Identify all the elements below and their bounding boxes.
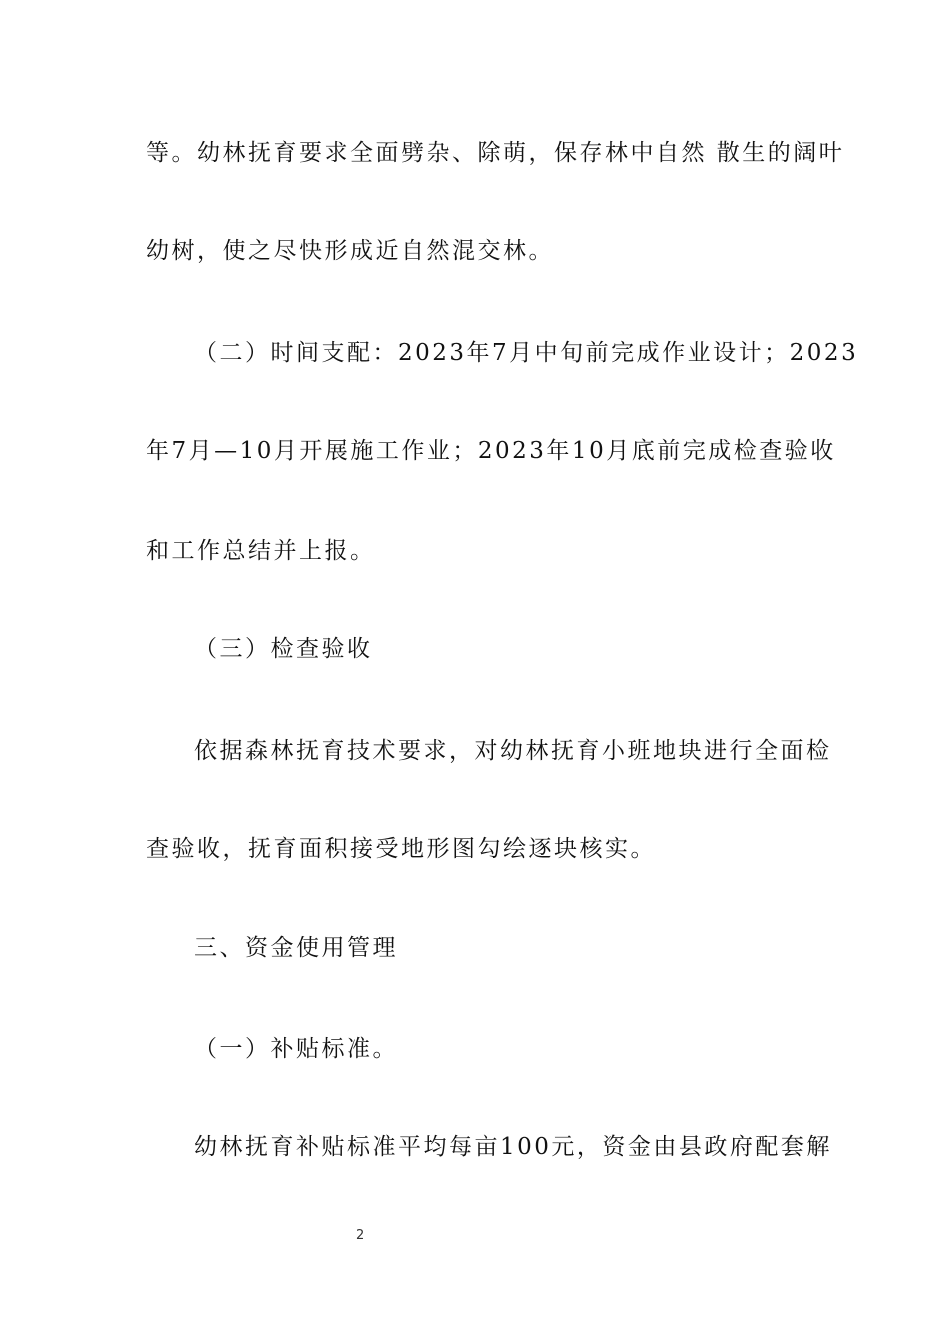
section-heading: 三、资金使用管理 xyxy=(194,935,398,961)
section-heading: （一）补贴标准。 xyxy=(194,1036,398,1062)
section-heading: （三）检查验收 xyxy=(194,636,373,662)
paragraph-line: 和工作总结并上报。 xyxy=(146,538,376,564)
paragraph-line: 依据森林抚育技术要求，对幼林抚育小班地块进行全面检 xyxy=(194,738,832,764)
page-number: 2 xyxy=(356,1228,365,1243)
paragraph-line: 等。幼林抚育要求全面劈杂、除萌，保存林中自然 散生的阔叶 xyxy=(146,140,845,166)
paragraph-line: 查验收，抚育面积接受地形图勾绘逐块核实。 xyxy=(146,836,656,862)
paragraph-line: 幼树，使之尽快形成近自然混交林。 xyxy=(146,238,554,264)
paragraph-line: 幼林抚育补贴标准平均每亩100元，资金由县政府配套解 xyxy=(194,1134,832,1160)
paragraph-line: 年7月—10月开展施工作业；2023年10月底前完成检查验收 xyxy=(146,438,836,464)
section-heading: （二）时间支配：2023年7月中旬前完成作业设计；2023 xyxy=(194,340,859,366)
